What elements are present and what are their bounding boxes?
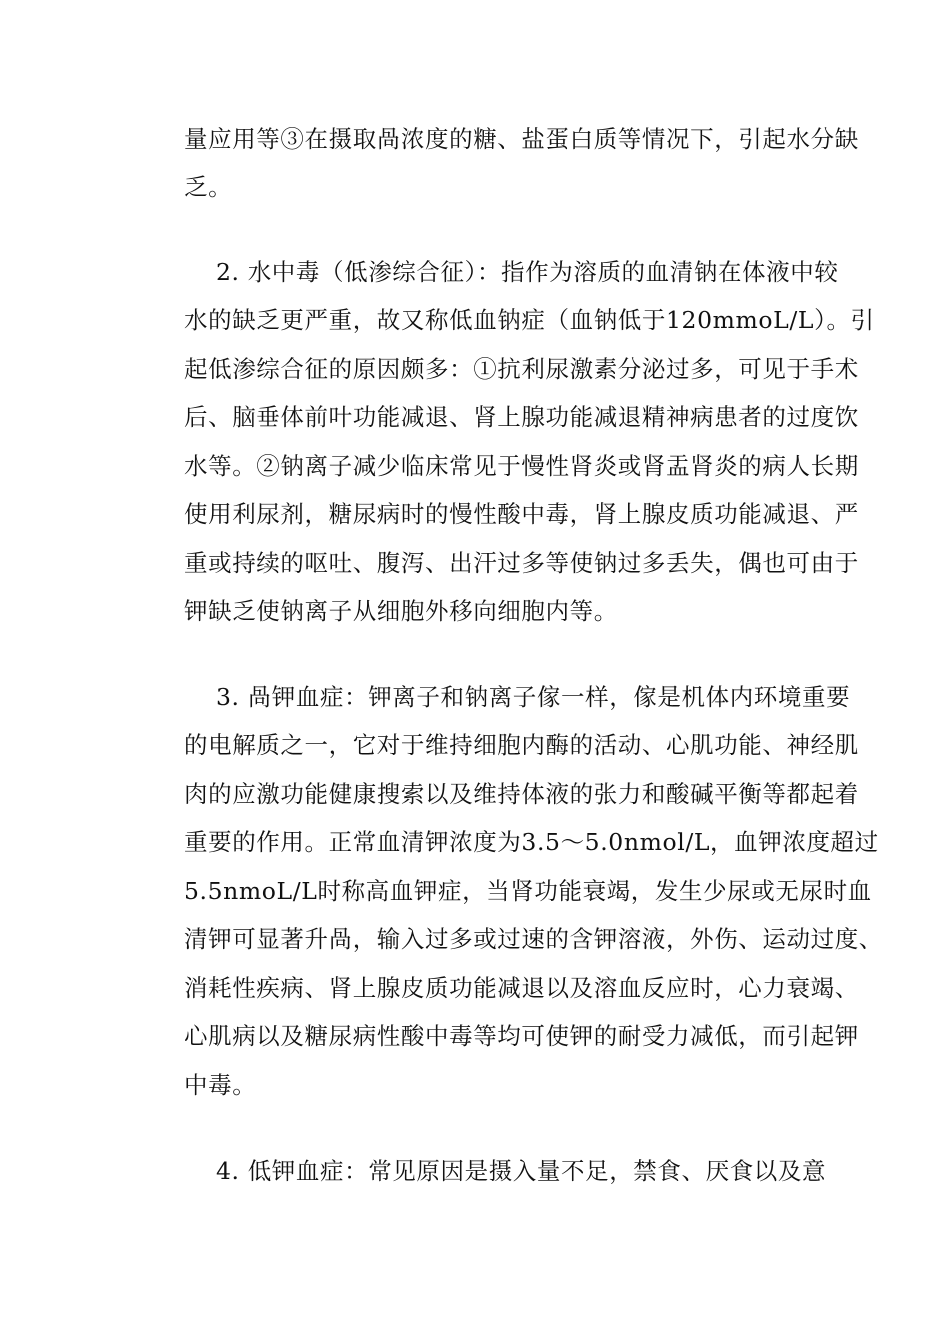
paragraph-4-first-line: 4. 低钾血症：常见原因是摄入量不足，禁食、厌食以及意 [216, 1157, 827, 1185]
text-line: 重或持续的呕吐、腹泻、出汗过多等使钠过多丢失，偶也可由于 [184, 549, 859, 577]
paragraph-3-first-line: 3. 咼钾血症：钾离子和钠离子傢一样，傢是机体内环境重要 [216, 683, 851, 711]
text-line: 肉的应激功能健康搜索以及维持体液的张力和酸碱平衡等都起着 [184, 780, 859, 808]
text-line: 重要的作用。正常血清钾浓度为3.5〜5.0nmol/L，血钾浓度超过 [184, 828, 879, 856]
text-line: 后、脑垂体前叶功能减退、肾上腺功能减退精神病患者的过度饮 [184, 403, 859, 431]
text-line: 清钾可显著升咼，输入过多或过速的含钾溶液，外伤、运动过度、 [184, 925, 883, 953]
text-line: 水的缺乏更严重，故又称低血钠症（血钠低于120mmoL/L）。引 [184, 306, 875, 334]
text-line: 消耗性疾病、肾上腺皮质功能减退以及溶血反应时，心力衰竭、 [184, 974, 859, 1002]
text-line: 起低渗综合征的原因颇多：①抗利尿激素分泌过多，可见于手术 [184, 355, 859, 383]
text-line: 5.5nmoL/L时称高血钾症，当肾功能衰竭，发生少尿或无尿时血 [184, 877, 872, 905]
text-line: 钾缺乏使钠离子从细胞外移向细胞内等。 [184, 597, 618, 625]
text-line: 中毒。 [184, 1071, 257, 1099]
paragraph-2-first-line: 2. 水中毒（低渗综合征）：指作为溶质的血清钠在体液中较 [216, 258, 839, 286]
text-line: 水等。②钠离子减少临床常见于慢性肾炎或肾盂肾炎的病人长期 [184, 452, 859, 480]
text-line: 量应用等③在摄取咼浓度的糖、盐蛋白质等情况下，引起水分缺 [184, 125, 859, 153]
text-line: 心肌病以及糖尿病性酸中毒等均可使钾的耐受力减低，而引起钾 [184, 1022, 859, 1050]
text-line: 使用利尿剂，糖尿病时的慢性酸中毒，肾上腺皮质功能减退、严 [184, 500, 859, 528]
text-line: 的电解质之一，它对于维持细胞内酶的活动、心肌功能、神经肌 [184, 731, 859, 759]
text-line: 乏。 [184, 173, 233, 201]
